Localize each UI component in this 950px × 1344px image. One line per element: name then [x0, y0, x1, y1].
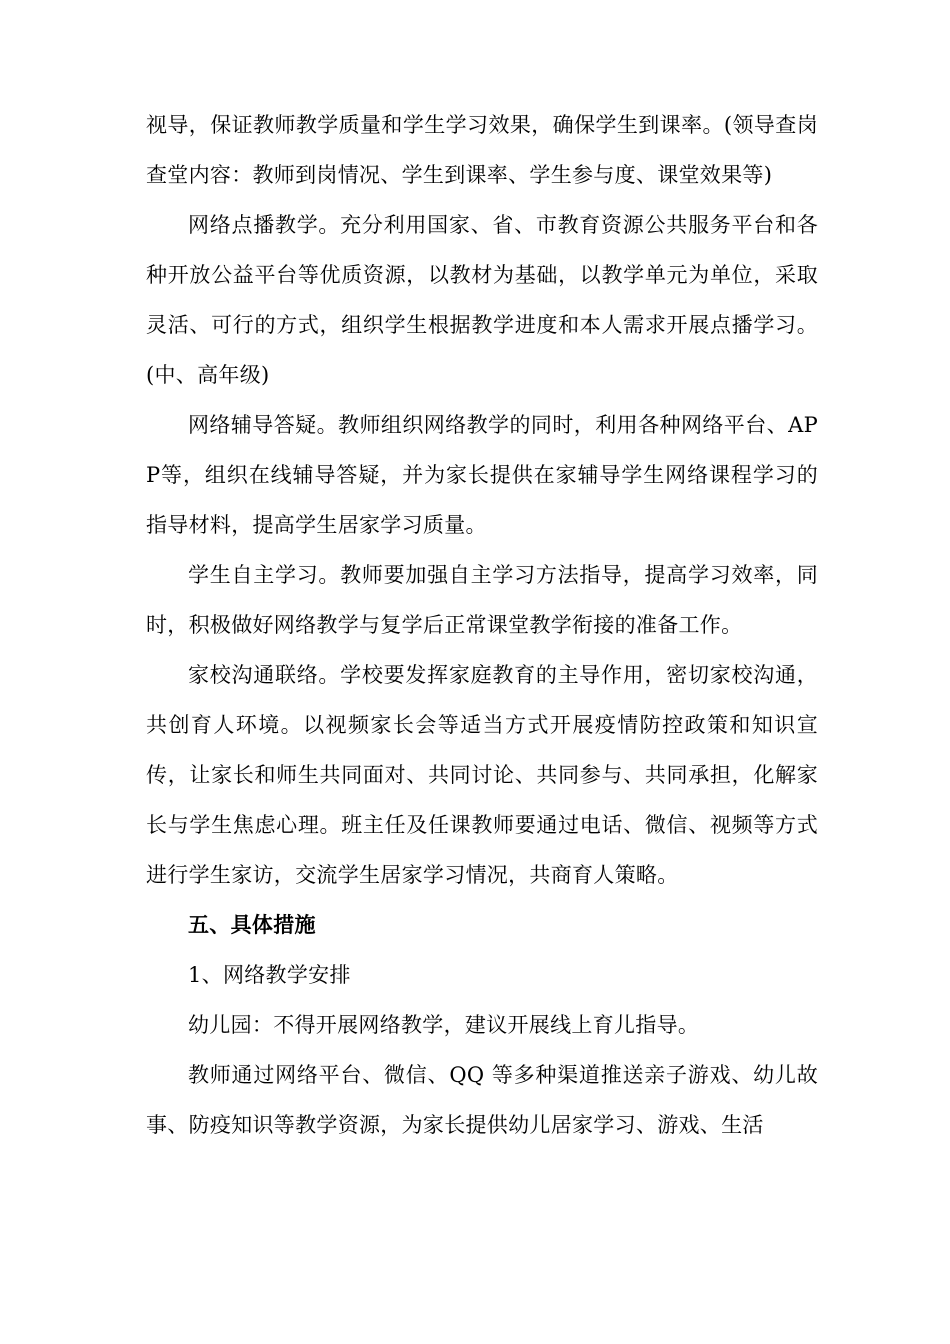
- paragraph-home-school-communication: 家校沟通联络。学校要发挥家庭教育的主导作用，密切家校沟通，共创育人环境。以视频家长会等适当方式开展疫情防控政策和知识宣传，让家长和师生共同面对、共同讨论、共同参与、共同承担，化解家长与学生焦虑心理。班主任及任课教师要通过电话、微信、视频等方式进行学生家访，交流学生居家学习情况，共商育人策略。: [146, 663, 818, 887]
- paragraph-online-on-demand-teaching: 网络点播教学。充分利用国家、省、市教育资源公共服务平台和各种开放公益平台等优质资源，以教材为基础，以教学单元为单位，采取灵活、可行的方式，组织学生根据教学进度和本人需求开展点播学习。(中、高年级): [146, 213, 818, 387]
- paragraph-teacher-resources: 教师通过网络平台、微信、QQ 等多种渠道推送亲子游戏、幼儿故事、防疫知识等教学资源，为家长提供幼儿居家学习、游戏、生活: [146, 1063, 818, 1137]
- paragraph-supervision: 视导，保证教师教学质量和学生学习效果，确保学生到课率。(领导查岗查堂内容：教师到岗情况、学生到课率、学生参与度、课堂效果等): [146, 113, 818, 187]
- subheading-online-teaching-arrangement: 1、网络教学安排: [188, 963, 351, 987]
- paragraph-online-tutoring-qa: 网络辅导答疑。教师组织网络教学的同时，利用各种网络平台、APP等，组织在线辅导答疑，并为家长提供在家辅导学生网络课程学习的指导材料，提高学生居家学习质量。: [146, 413, 818, 537]
- section-heading-specific-measures: 五、具体措施: [188, 913, 316, 937]
- paragraph-kindergarten: 幼儿园：不得开展网络教学，建议开展线上育儿指导。: [188, 1013, 700, 1037]
- paragraph-student-self-study: 学生自主学习。教师要加强自主学习方法指导，提高学习效率，同时，积极做好网络教学与复学后正常课堂教学衔接的准备工作。: [146, 563, 818, 637]
- document-page: [146, 100, 818, 1150]
